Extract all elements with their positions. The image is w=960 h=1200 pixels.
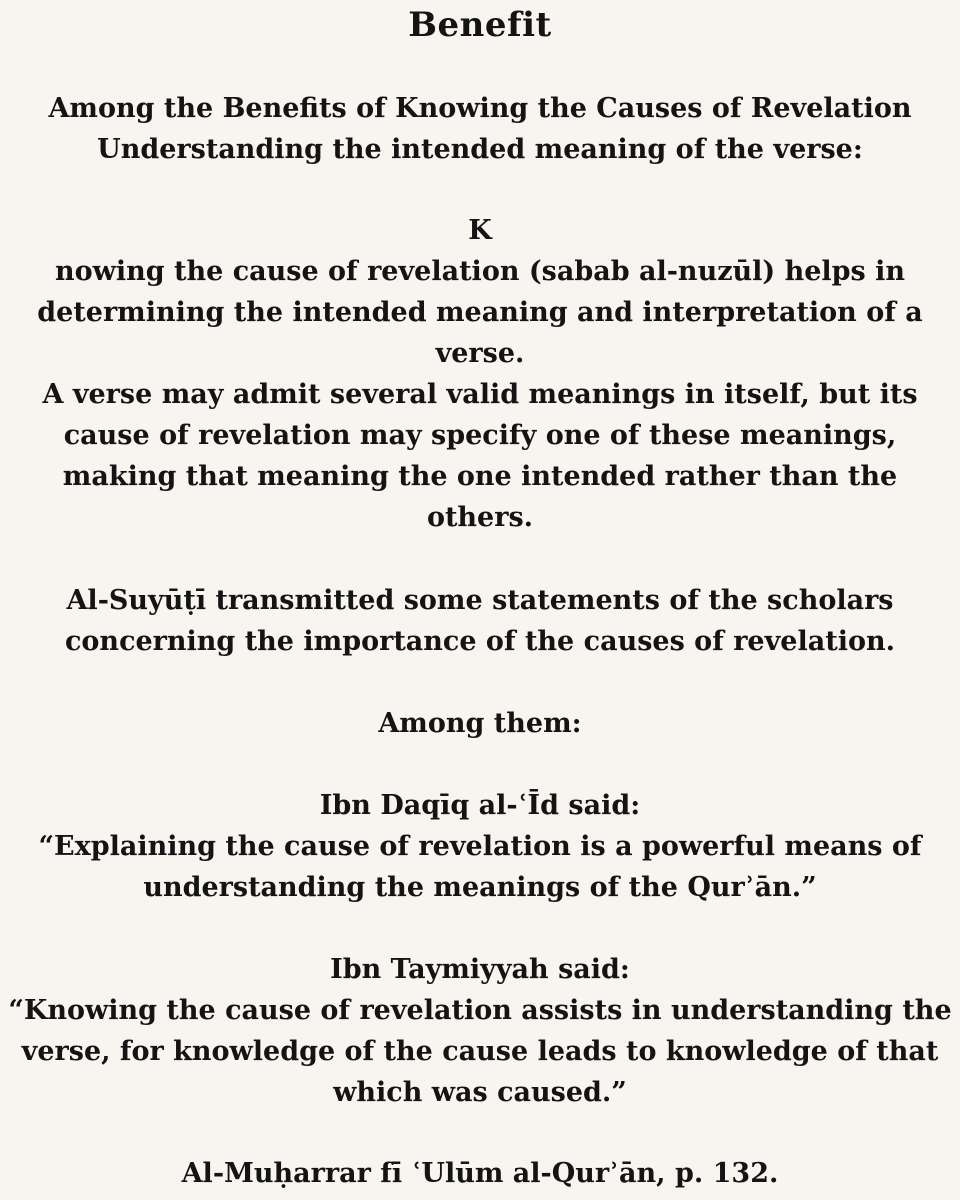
paragraph-line: determining the intended meaning and interpretation of a — [37, 297, 923, 328]
quote-ibn-taymiyyah — [8, 949, 952, 1113]
quote-line: “Knowing the cause of revelation assists in understanding the — [8, 995, 952, 1026]
quote-speaker: Ibn Taymiyyah said: — [330, 954, 630, 985]
among-them-label: Among them: — [378, 708, 582, 739]
section-heading — [8, 88, 952, 170]
quote-line: understanding the meanings of the Qurʾān.” — [143, 872, 817, 903]
quote-ibn-daqiq — [8, 785, 952, 908]
quote-speaker: Ibn Daqīq al-ʿĪd said: — [319, 790, 641, 821]
paragraph-line: making that meaning the one intended rather than the — [62, 461, 898, 492]
source-citation: Al-Muḥarrar fī ʿUlūm al-Qurʾān, p. 132. — [181, 1158, 779, 1189]
quote-line: “Explaining the cause of revelation is a powerful means of — [38, 831, 922, 862]
paragraph-line: A verse may admit several valid meanings in itself, but its — [42, 379, 918, 410]
paragraph-suyuti — [8, 580, 952, 662]
paragraph-line: verse. — [435, 338, 525, 369]
paragraph-line: concerning the importance of the causes of revelation. — [64, 626, 895, 657]
heading-line: Among the Benefits of Knowing the Causes of Revelation — [48, 93, 912, 124]
paragraph-line: others. — [426, 502, 534, 533]
drop-letter: K — [468, 215, 492, 246]
quote-line: verse, for knowledge of the cause leads to knowledge of that — [21, 1036, 939, 1067]
quote-line: which was caused.” — [333, 1077, 627, 1108]
paragraph-line: Al-Suyūṭī transmitted some statements of the scholars — [66, 585, 894, 616]
subheading-line: Understanding the intended meaning of the verse: — [97, 134, 863, 165]
paragraph-line: cause of revelation may specify one of these meanings, — [63, 420, 897, 451]
paragraph-cause-of-revelation — [8, 210, 952, 538]
paragraph-line: nowing the cause of revelation (sabab al-nuzūl) helps in — [54, 256, 906, 287]
page-title: Benefit — [408, 5, 552, 45]
